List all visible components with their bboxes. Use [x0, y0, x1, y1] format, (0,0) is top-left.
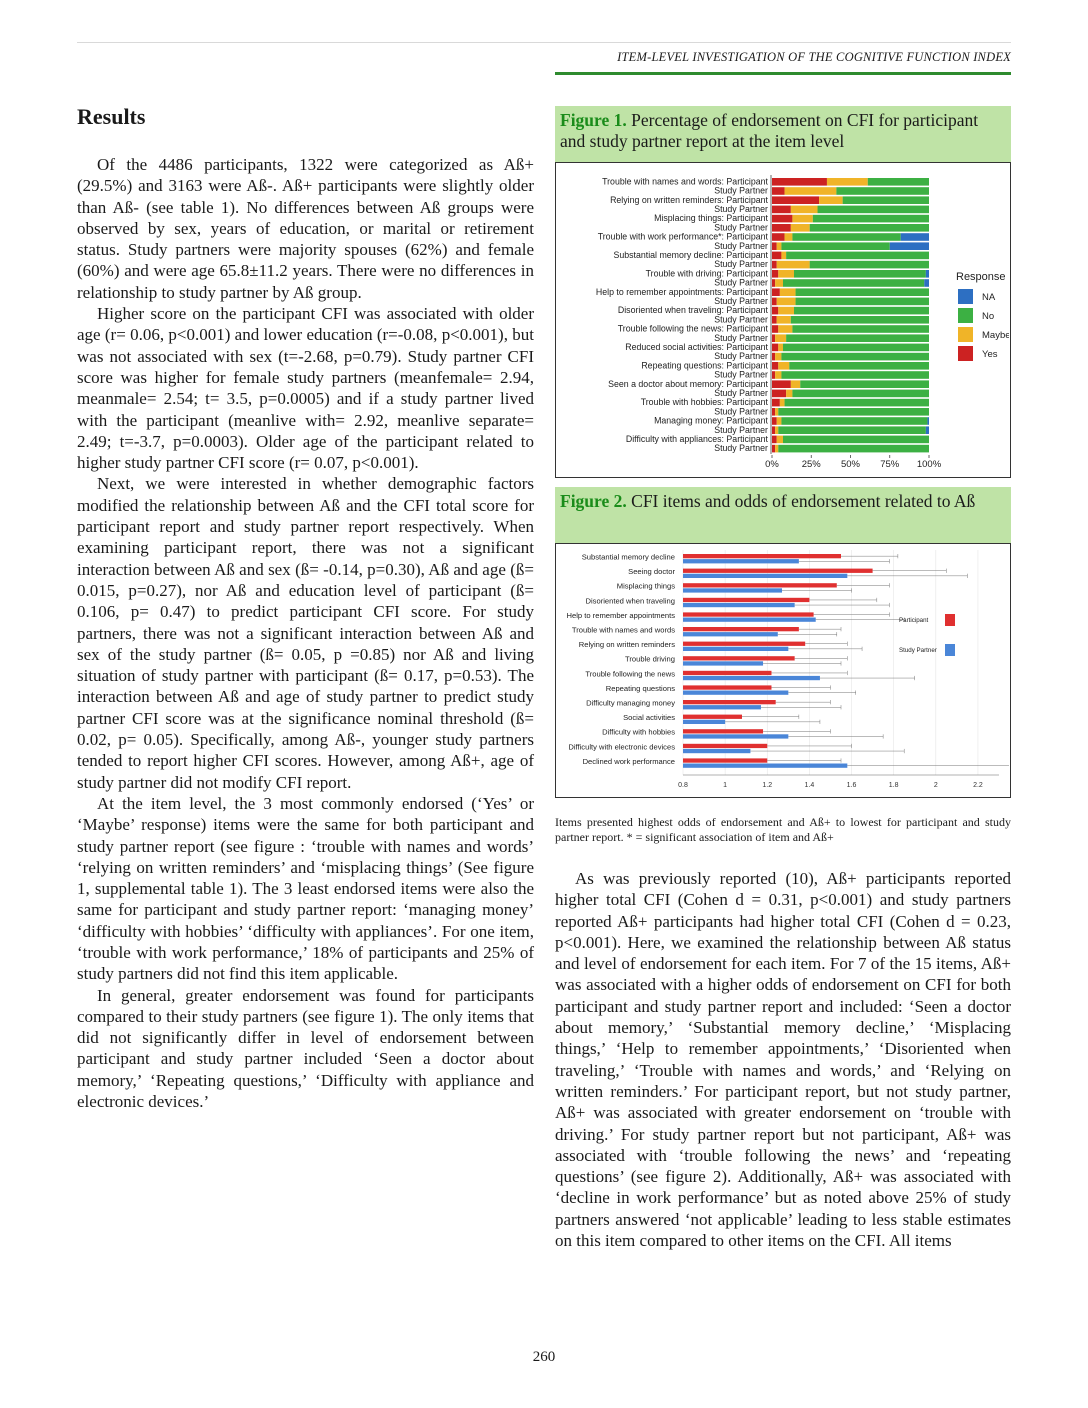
y-tick-label: Trouble with names and words	[571, 625, 675, 635]
bar-segment-yes	[772, 252, 781, 260]
figure1-label: Figure 1.	[560, 110, 627, 130]
figure1-svg	[556, 163, 1009, 476]
y-tick-label: Difficulty managing money	[586, 698, 675, 708]
legend-swatch-no	[958, 308, 973, 323]
figure2-chart	[555, 543, 1011, 798]
bar-segment-maybe	[819, 196, 843, 204]
bar-segment-yes	[772, 261, 777, 269]
y-tick-label: Social activities	[623, 713, 675, 723]
bar-segment-no	[792, 233, 900, 241]
bar-segment-no	[781, 242, 889, 250]
y-tick-label: Difficulty with electronic devices	[568, 742, 675, 752]
bar-segment-no	[783, 279, 924, 287]
y-tick-label: Study Partner	[714, 369, 768, 380]
bar-segment-yes	[772, 362, 778, 370]
y-tick-label: Misplacing things: Participant	[654, 213, 768, 224]
bar-segment-no	[792, 390, 929, 398]
bar-participant	[683, 583, 837, 587]
y-tick-label: Study Partner	[714, 277, 768, 288]
legend-label: Participant	[899, 617, 929, 624]
bar-study-partner	[683, 588, 782, 592]
bar-study-partner	[683, 618, 816, 622]
y-tick-label: Trouble with work performance*: Participant	[597, 231, 768, 242]
paragraph: Of the 4486 participants, 1322 were categorized as Aß+ (29.5%) and 3163 were Aß-. Aß+ participants were slightly older than Aß- (see table 1). No differences between Aß groups were observed by sex, years of education, or marital or retirement status. Study partners were majority spouses (62%) and female (60%) and were age 65.8±11.2 years. There were no differences in relationship to study partner by Aß group.	[77, 155, 534, 302]
bar-segment-yes	[772, 344, 778, 352]
bar-segment-no	[792, 325, 929, 333]
bar-segment-no	[810, 224, 929, 232]
bar-segment-maybe	[778, 270, 794, 278]
bar-segment-yes	[772, 279, 775, 287]
bar-segment-yes	[772, 196, 819, 204]
bar-segment-yes	[772, 307, 778, 315]
bar-segment-na	[890, 242, 929, 250]
paragraph: Next, we were interested in whether demographic factors modified the relationship between Aß and the CFI total score for participant report and study partner report respectively. When examining participant report, there was not a significant interaction between Aß and sex (ß= -0.14, p=0.30), Aß and age (ß= 0.015, p=0.27), nor Aß and education level of participant (ß= 0.106, p= 0.47) to predict participant CFI score. For study partners, there was not a significant interaction between Aß and sex of the study partner (ß= 0.05, p =0.85) nor Aß and living situation of study partner with participant (ß= 0.17, p=0.53). The interaction between Aß and age of study partner to predict study partner CFI score was at the significance nominal threshold (ß= 0.02, p= 0.05). Specifically, among Aß-, younger study partners tended to report higher CFI scores. However, among Aß+, age of study partner did not modify CFI report.	[77, 474, 534, 792]
bar-segment-no	[778, 445, 929, 453]
y-tick-label: Study Partner	[714, 424, 768, 435]
bar-segment-no	[778, 408, 929, 416]
x-tick-label: 1.2	[762, 782, 773, 789]
section-title: Results	[77, 104, 146, 129]
bar-segment-yes	[772, 242, 777, 250]
x-tick-label: 75%	[880, 459, 900, 470]
bar-segment-maybe	[777, 298, 796, 306]
header-accent-bar	[555, 72, 1011, 75]
bar-segment-maybe	[775, 334, 786, 342]
y-tick-label: Study Partner	[714, 240, 768, 251]
bar-participant	[683, 612, 814, 616]
y-tick-label: Study Partner	[714, 222, 768, 233]
bar-segment-no	[789, 362, 929, 370]
bar-segment-no	[781, 371, 929, 379]
bar-segment-yes	[772, 325, 778, 333]
bar-segment-no	[794, 307, 929, 315]
y-tick-label: Trouble following the news: Participant	[617, 323, 768, 334]
bar-segment-maybe	[785, 187, 837, 195]
figure1-caption-text: Percentage of endorsement on CFI for participant and study partner report at the item level	[560, 110, 979, 151]
figure2-label: Figure 2.	[560, 491, 627, 511]
x-tick-label: 100%	[916, 459, 942, 470]
figure2-caption	[555, 487, 1011, 543]
bar-segment-yes	[772, 417, 777, 425]
bar-segment-no	[796, 298, 929, 306]
y-tick-label: Relying on written reminders: Participant	[610, 194, 768, 205]
paragraph: In general, greater endorsement was found for participants compared to their study partners (see figure 1). The only items that did not significantly differ in level of endorsement between participant and study partner included ‘Seen a doctor about memory,’ ‘Repeating questions,’ ‘Difficulty with appliance and electronic devices.’	[77, 985, 534, 1112]
y-tick-label: Study Partner	[714, 443, 768, 454]
y-tick-label: Trouble with hobbies: Participant	[640, 397, 768, 408]
bar-participant	[683, 627, 799, 631]
bar-segment-no	[786, 334, 929, 342]
bar-study-partner	[683, 574, 847, 578]
legend-label: Yes	[982, 349, 998, 360]
paragraph: Higher score on the participant CFI was associated with older age (r= 0.06, p<0.001) and lower education (r=-0.08, p<0.001), but was not associated with sex (t=-2.68, p=0.79). Study partner CFI score was higher for female study partners (meanfemale= 2.94, meanmale= 2.54; t= 3.5, p=0.0005) and if a study partner lived with the participant (meanlive with= 2.92, meanlive separate= 2.49; t=-3.7, p=0.0003). Older age of the participant related to higher study partner CFI score (r= 0.07, p<0.001).	[77, 304, 534, 473]
bar-participant	[683, 729, 763, 733]
y-tick-label: Trouble with names and words: Participant	[602, 176, 768, 187]
y-tick-label: Relying on written reminders	[578, 640, 675, 650]
bar-segment-maybe	[778, 325, 792, 333]
figure1-chart	[555, 162, 1011, 478]
bar-segment-maybe	[791, 380, 800, 388]
bar-segment-maybe	[777, 242, 782, 250]
bar-segment-yes	[772, 233, 785, 241]
bar-segment-no	[794, 270, 926, 278]
x-tick-label: 1.4	[804, 782, 815, 789]
legend-swatch	[945, 644, 955, 656]
bar-segment-no	[818, 206, 929, 214]
bar-segment-no	[791, 316, 929, 324]
bar-segment-maybe	[775, 445, 778, 453]
bar-segment-no	[868, 178, 929, 186]
bar-segment-maybe	[777, 417, 782, 425]
y-tick-label: Study Partner	[714, 314, 768, 325]
y-tick-label: Substantial memory decline: Participant	[613, 250, 768, 260]
bar-segment-no	[813, 215, 929, 223]
bar-segment-maybe	[792, 215, 812, 223]
x-tick-label: 25%	[801, 459, 821, 470]
y-tick-label: Trouble driving	[625, 654, 675, 664]
x-tick-label: 50%	[840, 459, 861, 470]
y-tick-label: Study Partner	[714, 332, 768, 343]
bar-study-partner	[683, 647, 788, 651]
bar-study-partner	[683, 720, 725, 724]
legend-swatch-yes	[958, 346, 973, 361]
y-tick-label: Declined work performance	[582, 756, 675, 766]
y-tick-label: Help to remember appointments	[566, 610, 675, 620]
bar-participant	[683, 642, 805, 646]
bar-study-partner	[683, 764, 847, 768]
bar-segment-yes	[772, 399, 780, 407]
figure2-note: Items presented highest odds of endorsement and Aß+ to lowest for participant and study partner report. * = significant association of item and Aß+	[555, 815, 1011, 844]
x-tick-label: 0%	[765, 459, 779, 470]
bar-segment-yes	[772, 436, 777, 444]
bar-segment-yes	[772, 334, 775, 342]
bar-segment-no	[786, 252, 929, 260]
bar-participant	[683, 671, 771, 675]
x-tick-label: 2.2	[973, 782, 983, 789]
y-tick-label: Study Partner	[714, 406, 768, 417]
top-rule	[77, 42, 1011, 43]
bar-segment-maybe	[777, 316, 791, 324]
bar-segment-yes	[772, 445, 775, 453]
bar-segment-maybe	[777, 261, 810, 269]
legend-label: Maybe	[982, 330, 1009, 341]
bar-segment-yes	[772, 353, 775, 361]
bar-segment-yes	[772, 371, 775, 379]
y-tick-label: Study Partner	[714, 388, 768, 398]
bar-segment-maybe	[778, 344, 783, 352]
bar-segment-yes	[772, 215, 792, 223]
bar-segment-maybe	[775, 426, 778, 434]
paragraph: At the item level, the 3 most commonly endorsed (‘Yes’ or ‘Maybe’ response) items were the same for both participant and study partner report (see figure : ‘trouble with names and words’ ‘relying on written reminders’ and ‘misplacing things’ (See figure 1, supplemental table 1). The 3 least endorsed items were also the same for participant and study partner report: ‘managing money’ ‘difficulty with hobbies’ ‘difficulty with appliances’. For one item, ‘trouble with work performance,’ 18% of participants and 25% of study partners did not find this item applicable.	[77, 793, 534, 984]
bar-segment-maybe	[785, 233, 793, 241]
bar-segment-na	[924, 279, 929, 287]
y-tick-label: Substantial memory decline	[581, 552, 675, 562]
y-tick-label: Difficulty with appliances: Participant	[625, 434, 768, 444]
legend-label: Study Partner	[899, 647, 937, 654]
bar-study-partner	[683, 676, 820, 680]
y-tick-label: Disoriented when traveling: Participant	[617, 305, 768, 316]
y-tick-label: Disoriented when traveling	[585, 596, 675, 606]
bar-segment-maybe	[786, 390, 792, 398]
bar-segment-maybe	[791, 206, 818, 214]
figure2-svg	[556, 544, 1009, 796]
bar-participant	[683, 554, 841, 558]
left-column	[77, 104, 534, 1112]
bar-segment-no	[800, 380, 929, 388]
x-tick-label: 2	[933, 782, 938, 789]
legend-swatch	[945, 614, 955, 626]
bar-segment-yes	[772, 298, 777, 306]
legend-swatch-na	[958, 289, 973, 304]
bar-segment-yes	[772, 408, 775, 416]
bar-segment-na	[926, 270, 929, 278]
figure2-caption-text: CFI items and odds of endorsement related to Aß	[631, 491, 976, 511]
bar-segment-maybe	[778, 362, 789, 370]
bar-segment-no	[781, 353, 929, 361]
y-tick-label: Difficulty with hobbies	[602, 727, 675, 737]
bar-segment-no	[778, 426, 926, 434]
legend-label: NA	[982, 292, 996, 303]
bar-segment-na	[926, 426, 929, 434]
bar-segment-maybe	[781, 252, 786, 260]
bar-segment-no	[810, 261, 929, 269]
bar-segment-yes	[772, 390, 786, 398]
bar-study-partner	[683, 691, 788, 695]
y-tick-label: Misplacing things	[616, 581, 675, 591]
bar-segment-yes	[772, 316, 777, 324]
bar-participant	[683, 569, 873, 573]
bar-segment-maybe	[780, 288, 796, 296]
bar-study-partner	[683, 734, 788, 738]
bar-segment-yes	[772, 224, 791, 232]
bar-segment-no	[785, 399, 929, 407]
bar-segment-yes	[772, 288, 780, 296]
right-column	[555, 868, 1011, 1251]
bar-segment-maybe	[777, 436, 783, 444]
y-tick-label: Repeating questions: Participant	[641, 360, 768, 371]
y-tick-label: Trouble following the news	[585, 669, 675, 679]
x-tick-label: 1	[723, 782, 728, 789]
legend-swatch-maybe	[958, 327, 973, 342]
bar-study-partner	[683, 559, 799, 563]
y-tick-label: Study Partner	[714, 259, 768, 270]
bar-participant	[683, 656, 795, 660]
y-tick-label: Reduced social activities: Participant	[625, 342, 768, 352]
bar-segment-no	[836, 187, 929, 195]
bar-segment-no	[783, 344, 929, 352]
x-tick-label: 0.8	[678, 782, 688, 789]
page-number: 260	[532, 1349, 556, 1365]
bar-study-partner	[683, 603, 795, 607]
bar-segment-maybe	[778, 307, 794, 315]
bar-participant	[683, 700, 776, 704]
y-tick-label: Study Partner	[714, 204, 768, 214]
legend-title: Response	[956, 271, 1006, 283]
bar-segment-maybe	[827, 178, 868, 186]
y-tick-label: Help to remember appointments: Participant	[595, 286, 768, 297]
x-tick-label: 1.6	[846, 782, 857, 789]
bar-participant	[683, 715, 742, 719]
bar-segment-no	[781, 417, 927, 425]
bar-segment-yes	[772, 270, 778, 278]
x-tick-label: 1.8	[888, 782, 899, 789]
y-tick-label: Seen a doctor about memory: Participant	[608, 378, 768, 389]
bar-participant	[683, 685, 771, 689]
bar-study-partner	[683, 749, 750, 753]
bar-participant	[683, 598, 809, 602]
y-tick-label: Seeing doctor	[628, 567, 675, 577]
bar-segment-maybe	[791, 224, 810, 232]
bar-participant	[683, 744, 767, 748]
bar-segment-maybe	[775, 408, 778, 416]
bar-segment-no	[783, 436, 929, 444]
bar-segment-no	[843, 196, 929, 204]
bar-study-partner	[683, 632, 778, 636]
bar-segment-yes	[772, 380, 791, 388]
y-tick-label: Study Partner	[714, 296, 768, 306]
bar-segment-yes	[772, 206, 791, 214]
legend-label: No	[982, 311, 995, 322]
paragraph: As was previously reported (10), Aß+ participants reported higher total CFI (Cohen d = 0.31, p<0.001) and study partners reported Aß+ participants had higher total CFI (Cohen d = 0.23, p<0.001). Here, we examined the relationship between Aß status and level of endorsement for each item. For 7 of the 15 items, Aß+ was associated with a higher odds of endorsement on CFI for both participant and study partner report and included: ‘Seen a doctor about memory,’ ‘Substantial memory decline,’ ‘Misplacing things,’ ‘Help to remember appointments,’ ‘Disoriented when traveling,’ ‘Trouble with names and words,’ and ‘Relying on written reminders.’ For participant report, but not study partner, Aß+ was associated with greater endorsement on ‘trouble with driving.’ For study partner report but not participant, Aß+ was associated with ‘trouble following the news’ and ‘repeating questions’ (see figure 2). Additionally, Aß+ was associated with ‘decline in work performance’ but as noted above 25% of study partners answered ‘not applicable’ leading to less stable estimates on this item compared to other items on the CFI. All items	[555, 869, 1011, 1251]
bar-segment-maybe	[775, 279, 783, 287]
y-tick-label: Study Partner	[714, 351, 768, 362]
y-tick-label: Repeating questions	[605, 683, 675, 693]
bar-segment-yes	[772, 178, 827, 186]
figure1-caption	[555, 106, 1011, 162]
bar-segment-no	[796, 288, 929, 296]
y-tick-label: Managing money: Participant	[654, 415, 768, 426]
bar-study-partner	[683, 661, 763, 665]
bar-segment-maybe	[780, 399, 785, 407]
bar-segment-yes	[772, 426, 775, 434]
bar-segment-na	[927, 417, 929, 425]
bar-segment-na	[901, 233, 929, 241]
bar-segment-maybe	[775, 353, 781, 361]
y-tick-label: Study Partner	[714, 185, 768, 196]
bar-participant	[683, 758, 767, 762]
bar-study-partner	[683, 705, 761, 709]
bar-segment-yes	[772, 187, 785, 195]
y-tick-label: Trouble with driving: Participant	[645, 268, 768, 279]
running-head: ITEM-LEVEL INVESTIGATION OF THE COGNITIVE FUNCTION INDEX	[617, 50, 1011, 64]
bar-segment-maybe	[775, 371, 781, 379]
